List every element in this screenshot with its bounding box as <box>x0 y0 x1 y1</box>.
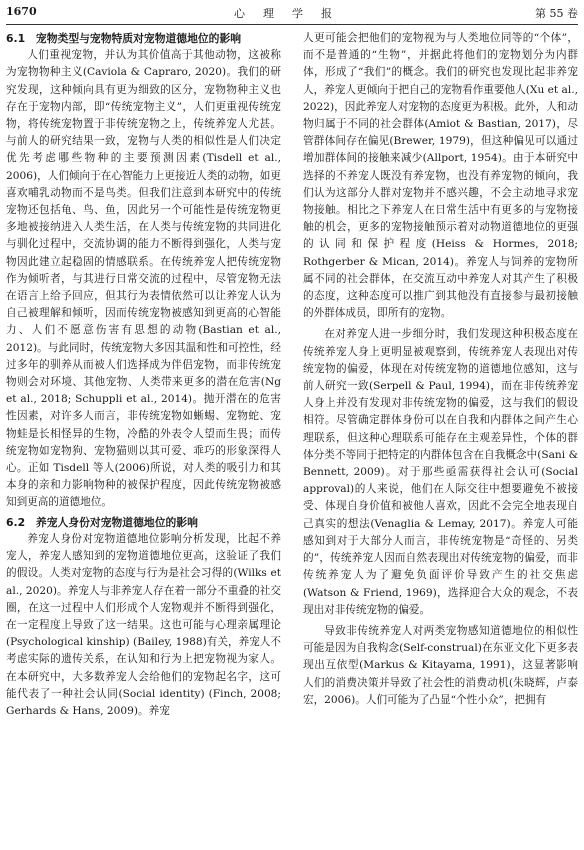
paragraph: 在对养宠人进一步细分时，我们发现这种积极态度在传统养宠人身上更明显被观察到，传统养宠人表现出对传统宠物的偏爱，体现在对传统宠物的道德地位感知，这与前人研究一致(Serpell & Paul, 1994)，而在非传统养宠人身上并没有发现对非传统宠物的偏爱，这与我们的假设相符。尽管确定群体身份可以在自我和内群体之间产生心理联系，但这种心理联系可能存在主观差异性，个体的群体分类不等同于把特定的内群体包含在自我概念中(Sani & Bennett, 2009)。对于那些亟需获得社会认可(Social approval)的人来说，他们在人际交往中想要避免不被接受、体现自身价值和被他人喜欢，因此不会完全地表现自己真实的想法(Venaglia & Lemay, 2017)。养宠人可能感知到对于大部分人而言，非传统宠物是“奇怪的、另类的”，传统养宠人因而自然表现出对传统宠物的偏爱，而非传统养宠人为了避免负面评价导致产生的社交焦虑(Watson & Friend, 1969)，选择迎合大众的观念，不表现出对非传统宠物的偏爱。 <box>303 328 578 616</box>
right-column <box>303 30 578 709</box>
volume-label: 第 55 卷 <box>535 7 578 20</box>
paragraph: 人更可能会把他们的宠物视为与人类地位同等的“个体”，而不是普通的“生物”，并据此将他们的宠物划分为内群体，形成了“我们”的概念。我们的研究也发现比起非养宠人，养宠人更倾向于把自己的宠物看作重要他人(Xu et al., 2022)，因此养宠人对宠物的态度更为积极。此外，人和动物归属于不同的社会群体(Amiot & Bastian, 2017)，尽管群体间存在偏见(Brewer, 1979)，但这种偏见可以通过增加群体间的接触来减少(Allport, 1954)。由于本研究中选择的不养宠人既没有养宠物，也没有养宠物的倾向，我们认为这部分人群对宠物并不感兴趣，不会主动地寻求宠物接触。相比之下养宠人在日常生活中有更多的与宠物接触的机会，更多的宠物接触预示着对动物道德地位的更强的认同和保护程度(Heiss & Hormes, 2018; Rothgerber & Mican, 2014)。养宠人与饲养的宠物所属不同的社会群体，在交流互动中养宠人对其产生了积极的态度，这种态度可以推广到其他没有直接参与最初接触的外群体成员，即所有的宠物。 <box>303 32 578 320</box>
paragraph: 养宠人身份对宠物道德地位影响分析发现，比起不养宠人，养宠人感知到的宠物道德地位更高，这验证了我们的假设。人类对宠物的态度与行为是社会习得的(Wilks et al., 2020)。养宠人与非养宠人存在着一部分不重叠的社交圈，在这一过程中人们形成个人宠物观并不断得到强化，在一定程度上导致了这一结果。这也可能与心理亲属理论(Psychological kinship) (Bailey, 1988)有关，养宠人不考虑实际的遗传关系，在认知和行为上把宠物视为家人。在本研究中，大多数养宠人会给他们的宠物起名字，这可能代表了一种社会认同(Social identity) (Finch, 2008; Gerhards & Hans, 2009)。养宠 <box>6 532 281 717</box>
journal-title: 心理学报 <box>234 7 350 20</box>
page-header <box>6 3 578 23</box>
page-number: 1670 <box>6 5 37 18</box>
paragraph: 导致非传统养宠人对两类宠物感知道德地位的相似性可能是因为自我构念(Self-construal)在东亚文化下更多表现出互依型(Markus & Kitayama, 1991)，这显著影响人们的消费决策并导致了社会性的消费动机(朱晓辉，卢泰宏，2006)。人们可能为了凸显“个性小众”，把拥有 <box>303 624 578 706</box>
left-column <box>6 30 281 720</box>
paragraph: 人们重视宠物，并认为其价值高于其他动物，这被称为宠物物种主义(Caviola & Capraro, 2020)。我们的研究发现，这种倾向具有更为细致的区分，宠物物种主义也存在于宠物内部，即“传统宠物主义”，人们更重视传统宠物，将传统宠物置于非传统宠物之上，传统养宠人尤甚。与前人的研究结果一致，宠物与人类的相似性是人们决定优先考虑哪些物种的主要预测因素(Tisdell et al., 2006)，人们倾向于在心智能力上更接近人类的动物，如更喜欢哺乳动物而不是鸟类。但我们注意到本研究中的传统宠物还包括龟、鸟、鱼，因此另一个可能性是传统宠物更多地被接纳进入人类生活，在人类与传统宠物的共同进化与驯化过程中，交流协调的能力不断得到强化，人类与宠物因此建立起稳固的情感联系。在传统养宠人把传统宠物作为倾听者，与其进行日常交流的过程中，尽管宠物无法在语言上给予回应，但其行为表情依然可以让养宠人认为自己被理解和倾听，因而传统宠物被感知到更高的心智能力、人们不愿意伤害有思想的动物(Bastian et al., 2012)。与此同时，传统宠物大多因其温和性和可控性，经过多年的驯养从而被人们选择成为伴侣宠物，而非传统宠物则会对环境、其他宠物、人类带来更多的潜在危害(Ng et al., 2018; Schuppli et al., 2014)。抛开潜在的危害性因素，对许多人而言，非传统宠物如蜥蜴、宠物蛇、宠物蛙是长相怪异的生物，冷酷的外表令人望而生畏；而传统宠物如宠物狗、宠物猫则以其可爱、乖巧的形象深得人心。正如 Tisdell 等人(2006)所说，对人类的吸引力和其本身的亲和力影响物种的被保护程度，因此传统宠物被感知到更高的道德地位。 <box>6 49 281 509</box>
section-heading-6-1: 6.1 宠物类型与宠物特质对宠物道德地位的影响 <box>6 32 242 45</box>
header-rule <box>6 24 578 25</box>
section-heading-6-2: 6.2 养宠人身份对宠物道德地位的影响 <box>6 515 198 529</box>
